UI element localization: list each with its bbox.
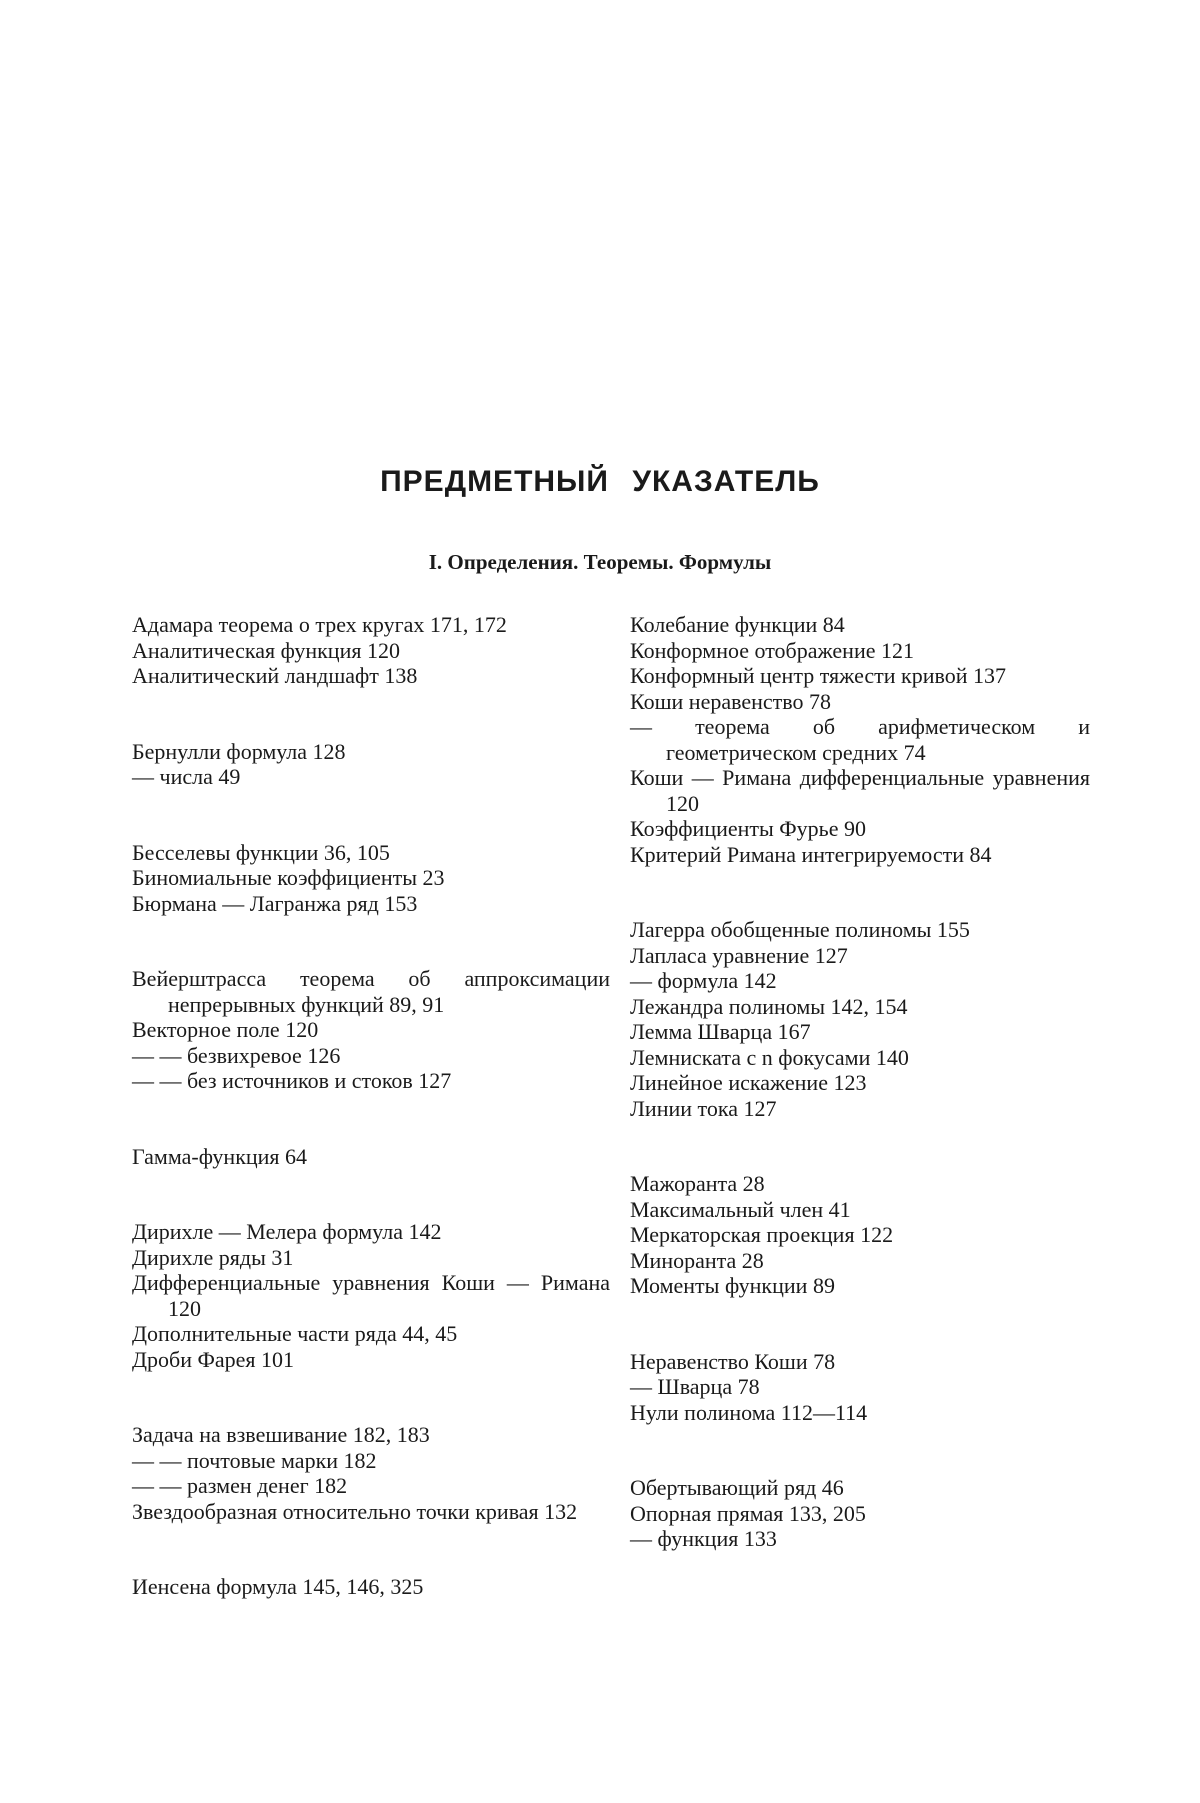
index-entry: Гамма-функция 64 — [132, 1143, 308, 1169]
index-entry: Лагерра обобщенные полиномы 155 — [630, 917, 970, 942]
index-entry: Вейерштрасса теорема об аппроксимации непрерывных функций 89, 91 — [132, 966, 610, 1017]
index-entry: Моменты функции 89 — [630, 1273, 835, 1298]
index-entry: Опорная прямая 133, 205 — [630, 1500, 866, 1526]
index-entry: — — безвихревое 126 — [132, 1042, 341, 1068]
index-entry: Биномиальные коэффициенты 23 — [132, 865, 445, 890]
index-group-z — [132, 1422, 610, 1524]
index-entry: Бернулли формула 128 — [132, 738, 346, 764]
index-entry: Адамара теорема о трех кругах 171, 172 — [132, 612, 507, 637]
index-group-n — [630, 1349, 1090, 1426]
index-entry: Линейное искажение 123 — [630, 1070, 867, 1095]
index-entry: Меркаторская проекция 122 — [630, 1222, 894, 1247]
index-group-v — [132, 966, 610, 1094]
index-entry: Аналитический ландшафт 138 — [132, 663, 418, 688]
index-entry: — Шварца 78 — [630, 1374, 760, 1399]
index-entry: Бюрмана — Лагранжа ряд 153 — [132, 890, 418, 916]
page-title: ПРЕДМЕТНЫЙ УКАЗАТЕЛЬ — [380, 465, 820, 498]
index-entry: Дифференциальные уравнения Коши — Римана 120 — [132, 1270, 610, 1321]
index-entry: Коши неравенство 78 — [630, 688, 832, 714]
index-group-o — [630, 1475, 1090, 1552]
index-entry: — — почтовые марки 182 — [132, 1447, 377, 1473]
index-entry: Максимальный член 41 — [630, 1196, 851, 1222]
index-entry: Конформное отображение 121 — [630, 637, 914, 663]
index-entry: — — размен денег 182 — [132, 1473, 348, 1498]
index-entry: Лемма Шварца 167 — [630, 1019, 811, 1044]
index-entry: Бесселевы функции 36, 105 — [132, 839, 390, 865]
index-entry: Векторное поле 120 — [132, 1017, 319, 1042]
index-entry: Лапласа уравнение 127 — [630, 942, 848, 968]
index-group-b2 — [132, 840, 610, 917]
index-entry: Коэффициенты Фурье 90 — [630, 816, 866, 841]
index-group-l — [630, 917, 1090, 1121]
index-entry: Иенсена формула 145, 146, 325 — [132, 1574, 424, 1599]
index-group-i — [132, 1574, 610, 1600]
index-entry: Обертывающий ряд 46 — [630, 1475, 844, 1500]
index-entry: Линии тока 127 — [630, 1095, 777, 1121]
index-entry: Критерий Римана интегрируемости 84 — [630, 841, 992, 867]
section-subtitle: I. Определения. Теоремы. Формулы — [428, 550, 772, 574]
index-entry: Нули полинома 112—114 — [630, 1399, 868, 1425]
index-entry: — теорема об арифметическом и геометрическом средних 74 — [630, 714, 1090, 765]
index-entry: — формула 142 — [630, 968, 777, 993]
index-entry: — числа 49 — [132, 764, 241, 789]
index-entry: Аналитическая функция 120 — [132, 637, 400, 663]
index-entry: Звездообразная относительно точки кривая 132 — [132, 1498, 578, 1524]
index-entry: Лежандра полиномы 142, 154 — [630, 993, 908, 1019]
left-column — [132, 612, 610, 1600]
index-entry: Коши — Римана дифференциальные уравнения 120 — [630, 765, 1090, 816]
index-entry: Мажоранта 28 — [630, 1171, 765, 1196]
index-group-b1 — [132, 739, 610, 790]
index-entry: — — без источников и стоков 127 — [132, 1068, 452, 1093]
index-entry: Колебание функции 84 — [630, 612, 845, 637]
index-group-m — [630, 1171, 1090, 1299]
index-entry: Дирихле ряды 31 — [132, 1244, 294, 1270]
index-entry: Дополнительные части ряда 44, 45 — [132, 1321, 458, 1346]
index-entry: Миноранта 28 — [630, 1247, 764, 1273]
index-entry: Неравенство Коши 78 — [630, 1348, 836, 1374]
right-column — [630, 612, 1090, 1552]
index-group-g — [132, 1144, 610, 1170]
index-entry: Лемниската с n фокусами 140 — [630, 1044, 909, 1070]
index-entry: Дирихле — Мелера формула 142 — [132, 1219, 442, 1244]
index-entry: Конформный центр тяжести кривой 137 — [630, 663, 1007, 688]
index-group-a — [132, 612, 610, 689]
index-entry: Задача на взвешивание 182, 183 — [132, 1422, 430, 1447]
index-entry: — функция 133 — [630, 1526, 777, 1551]
index-group-k — [630, 612, 1090, 867]
index-entry: Дроби Фарея 101 — [132, 1346, 295, 1372]
index-group-d — [132, 1219, 610, 1372]
